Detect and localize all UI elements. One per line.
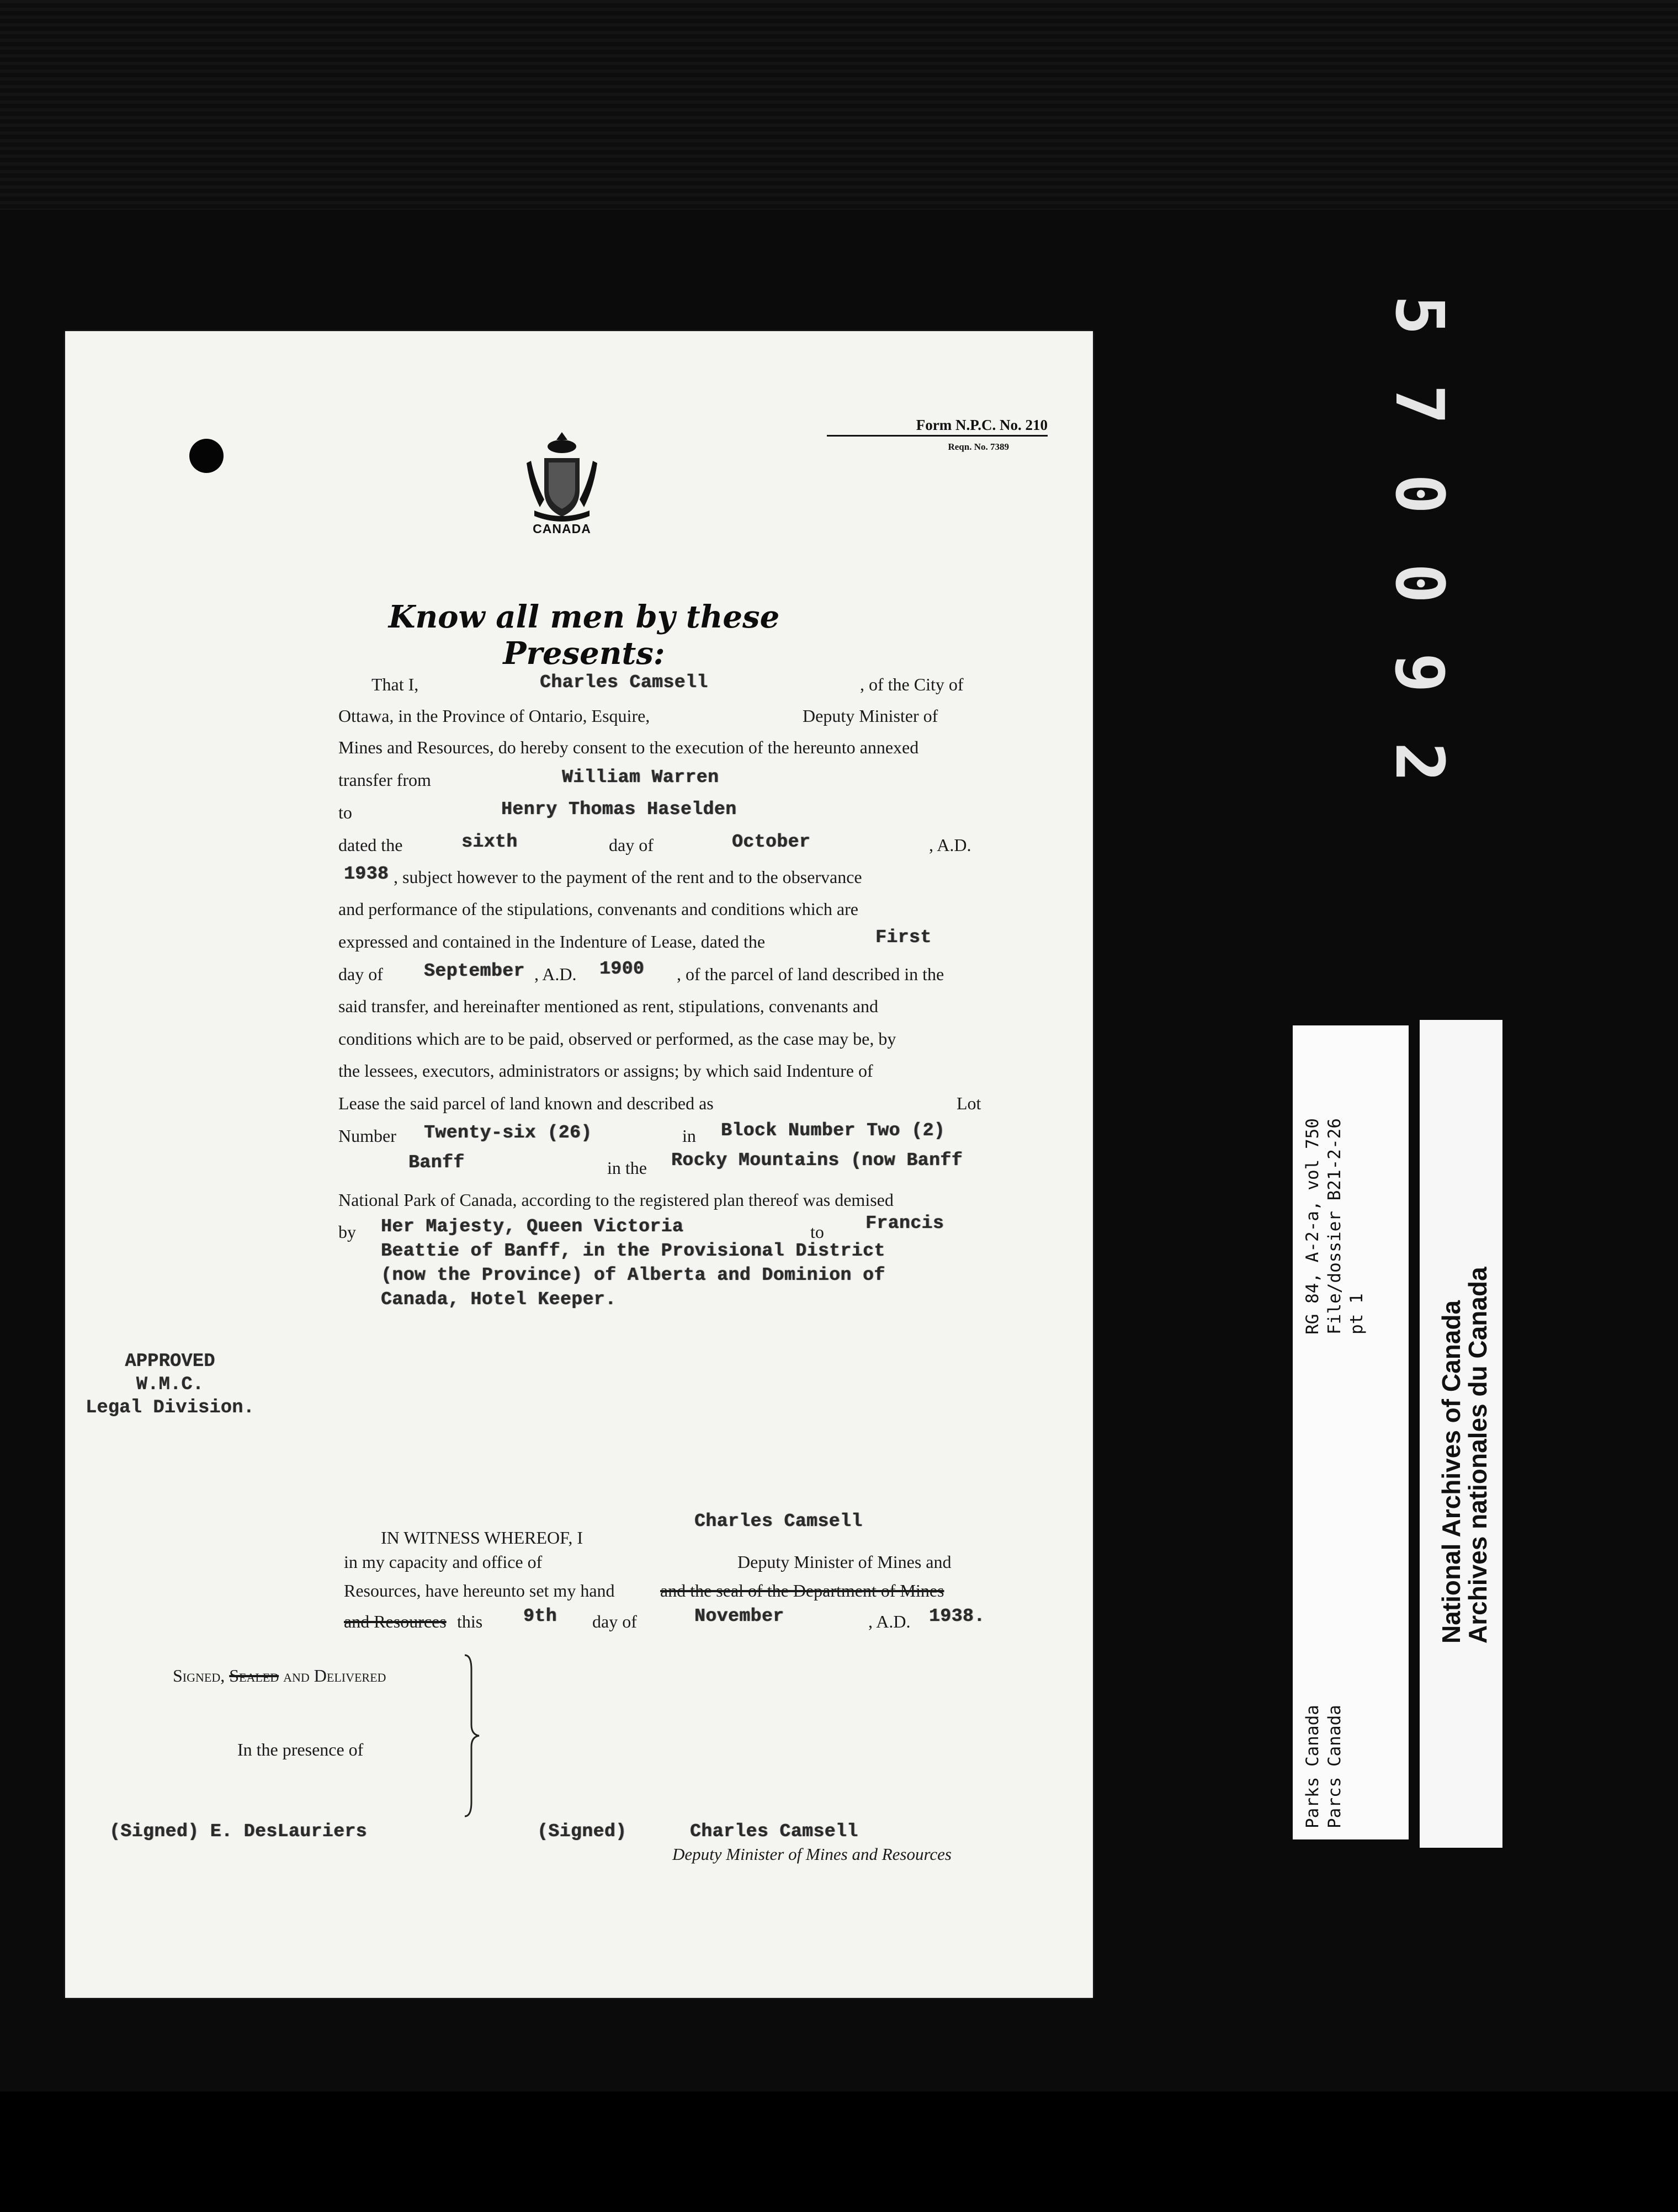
signer-title: Deputy Minister of Mines and Resources xyxy=(672,1844,952,1864)
frame-digit: 2 xyxy=(1380,742,1457,783)
signed-mark: (Signed) xyxy=(537,1821,627,1842)
body-text: by xyxy=(338,1222,356,1242)
typed-lessee: Francis xyxy=(865,1213,944,1233)
typed-lease-day: First xyxy=(875,927,932,948)
body-text: day of xyxy=(609,835,654,855)
agency-en: Parks Canada xyxy=(1303,1705,1323,1828)
film-bottom-strip xyxy=(0,2092,1678,2212)
form-number: Form N.P.C. No. 210 xyxy=(827,417,1048,437)
typed-lessee-detail: Canada, Hotel Keeper. xyxy=(381,1289,617,1310)
typed-townsite: Banff xyxy=(408,1152,465,1173)
body-text: transfer from xyxy=(338,770,431,790)
consent-document xyxy=(65,331,1093,1998)
body-text: , of the City of xyxy=(860,674,964,694)
typed-day: sixth xyxy=(461,832,518,852)
signer-signature: Charles Camsell xyxy=(690,1821,858,1842)
body-text: day of xyxy=(338,964,383,984)
body-text: said transfer, and hereinafter mentioned as rent, stipulations, convenants and xyxy=(338,996,878,1016)
struck-text: and the seal of the Department of Mines xyxy=(660,1581,944,1600)
delivered-text: and Delivered xyxy=(279,1666,386,1685)
body-text: , A.D. xyxy=(534,964,577,984)
struck-sealed: Sealed xyxy=(229,1666,279,1685)
approval-division: Legal Division. xyxy=(85,1397,255,1418)
body-text: Lease the said parcel of land known and described as xyxy=(338,1093,714,1113)
body-text: to xyxy=(338,802,352,822)
struck-text: and Resources xyxy=(344,1612,447,1631)
part-number: pt 1 xyxy=(1347,1293,1367,1334)
body-text: this xyxy=(457,1612,483,1631)
typed-transferee: Henry Thomas Haselden xyxy=(501,799,737,820)
crest-label: CANADA xyxy=(533,522,591,536)
requisition-number: Reqn. No. 7389 xyxy=(948,442,1009,452)
parks-canada-label xyxy=(1293,1025,1409,1839)
frame-digit: 5 xyxy=(1380,295,1457,336)
body-text: IN WITNESS WHEREOF, I xyxy=(381,1528,583,1548)
frame-digit: 0 xyxy=(1380,474,1457,514)
typed-witness-name: Charles Camsell xyxy=(694,1511,863,1532)
typed-lessor: Her Majesty, Queen Victoria xyxy=(381,1216,684,1237)
archives-name-fr: Archives nationales du Canada xyxy=(1463,1267,1492,1644)
archives-name-en: National Archives of Canada xyxy=(1437,1300,1465,1644)
typed-witness-day: 9th xyxy=(523,1606,557,1626)
typed-witness-month: November xyxy=(694,1606,784,1626)
body-text: expressed and contained in the Indenture of Lease, dated the xyxy=(338,932,766,951)
typed-name: Charles Camsell xyxy=(540,672,708,693)
body-text: the lessees, executors, administrators or assigns; by which said Indenture of xyxy=(338,1061,873,1081)
body-text: , A.D. xyxy=(868,1612,911,1631)
signed-label xyxy=(173,1666,386,1686)
coat-of-arms-icon xyxy=(523,428,601,533)
body-text: Resources, have hereunto set my hand xyxy=(344,1581,615,1600)
body-text: Deputy Minister of xyxy=(803,706,938,726)
typed-block-number: Block Number Two (2) xyxy=(721,1120,946,1141)
body-text: Number xyxy=(338,1126,396,1146)
body-text: dated the xyxy=(338,835,403,855)
body-text: Lot xyxy=(957,1093,981,1113)
frame-number xyxy=(1380,270,1457,806)
body-text: Mines and Resources, do hereby consent to the execution of the hereunto annexed xyxy=(338,737,919,757)
body-text: in xyxy=(682,1126,696,1146)
body-text: , of the parcel of land described in the xyxy=(677,964,944,984)
body-text: Ottawa, in the Province of Ontario, Esquire, xyxy=(338,706,650,726)
typed-year: 1938 xyxy=(344,864,389,884)
punch-hole xyxy=(189,439,224,473)
typed-transferor: William Warren xyxy=(562,767,719,788)
frame-digit: 9 xyxy=(1380,652,1457,693)
typed-lessee-detail: Beattie of Banff, in the Provisional District xyxy=(381,1241,885,1261)
frame-digit: 0 xyxy=(1380,563,1457,604)
typed-park: Rocky Mountains (now Banff xyxy=(671,1150,963,1171)
body-text: Deputy Minister of Mines and xyxy=(737,1552,952,1572)
typed-lease-year: 1900 xyxy=(599,959,645,979)
agency-fr: Parcs Canada xyxy=(1325,1705,1345,1828)
document-heading: Know all men by these Presents: xyxy=(388,599,780,672)
body-text: to xyxy=(810,1222,824,1242)
typed-month: October xyxy=(732,832,811,852)
typed-lease-month: September xyxy=(424,961,525,981)
record-group: RG 84, A-2-a, vol 750 xyxy=(1303,1118,1323,1334)
body-text: in my capacity and office of xyxy=(344,1552,543,1572)
file-number: File/dossier B21-2-26 xyxy=(1325,1118,1345,1334)
body-text: day of xyxy=(592,1612,637,1631)
brace-icon xyxy=(463,1653,485,1818)
approval-stamp: APPROVED xyxy=(125,1351,215,1372)
national-archives-label xyxy=(1420,1020,1502,1848)
body-text: National Park of Canada, according to the registered plan thereof was demised xyxy=(338,1190,894,1210)
typed-lessee-detail: (now the Province) of Alberta and Dominion of xyxy=(381,1265,885,1285)
body-text: That I, xyxy=(371,674,419,694)
signed-text: Signed, xyxy=(173,1666,230,1685)
film-top-strip xyxy=(0,0,1678,210)
witness-signature: (Signed) E. DesLauriers xyxy=(109,1821,367,1842)
presence-label: In the presence of xyxy=(237,1740,364,1759)
typed-witness-year: 1938. xyxy=(929,1606,985,1626)
approval-initials: W.M.C. xyxy=(136,1374,204,1395)
body-text: , subject however to the payment of the rent and to the observance xyxy=(394,867,862,887)
body-text: in the xyxy=(607,1158,647,1178)
typed-lot-number: Twenty-six (26) xyxy=(424,1123,592,1143)
frame-digit: 7 xyxy=(1380,384,1457,425)
body-text: and performance of the stipulations, convenants and conditions which are xyxy=(338,899,858,919)
body-text: conditions which are to be paid, observed or performed, as the case may be, by xyxy=(338,1029,896,1049)
body-text: , A.D. xyxy=(929,835,971,855)
